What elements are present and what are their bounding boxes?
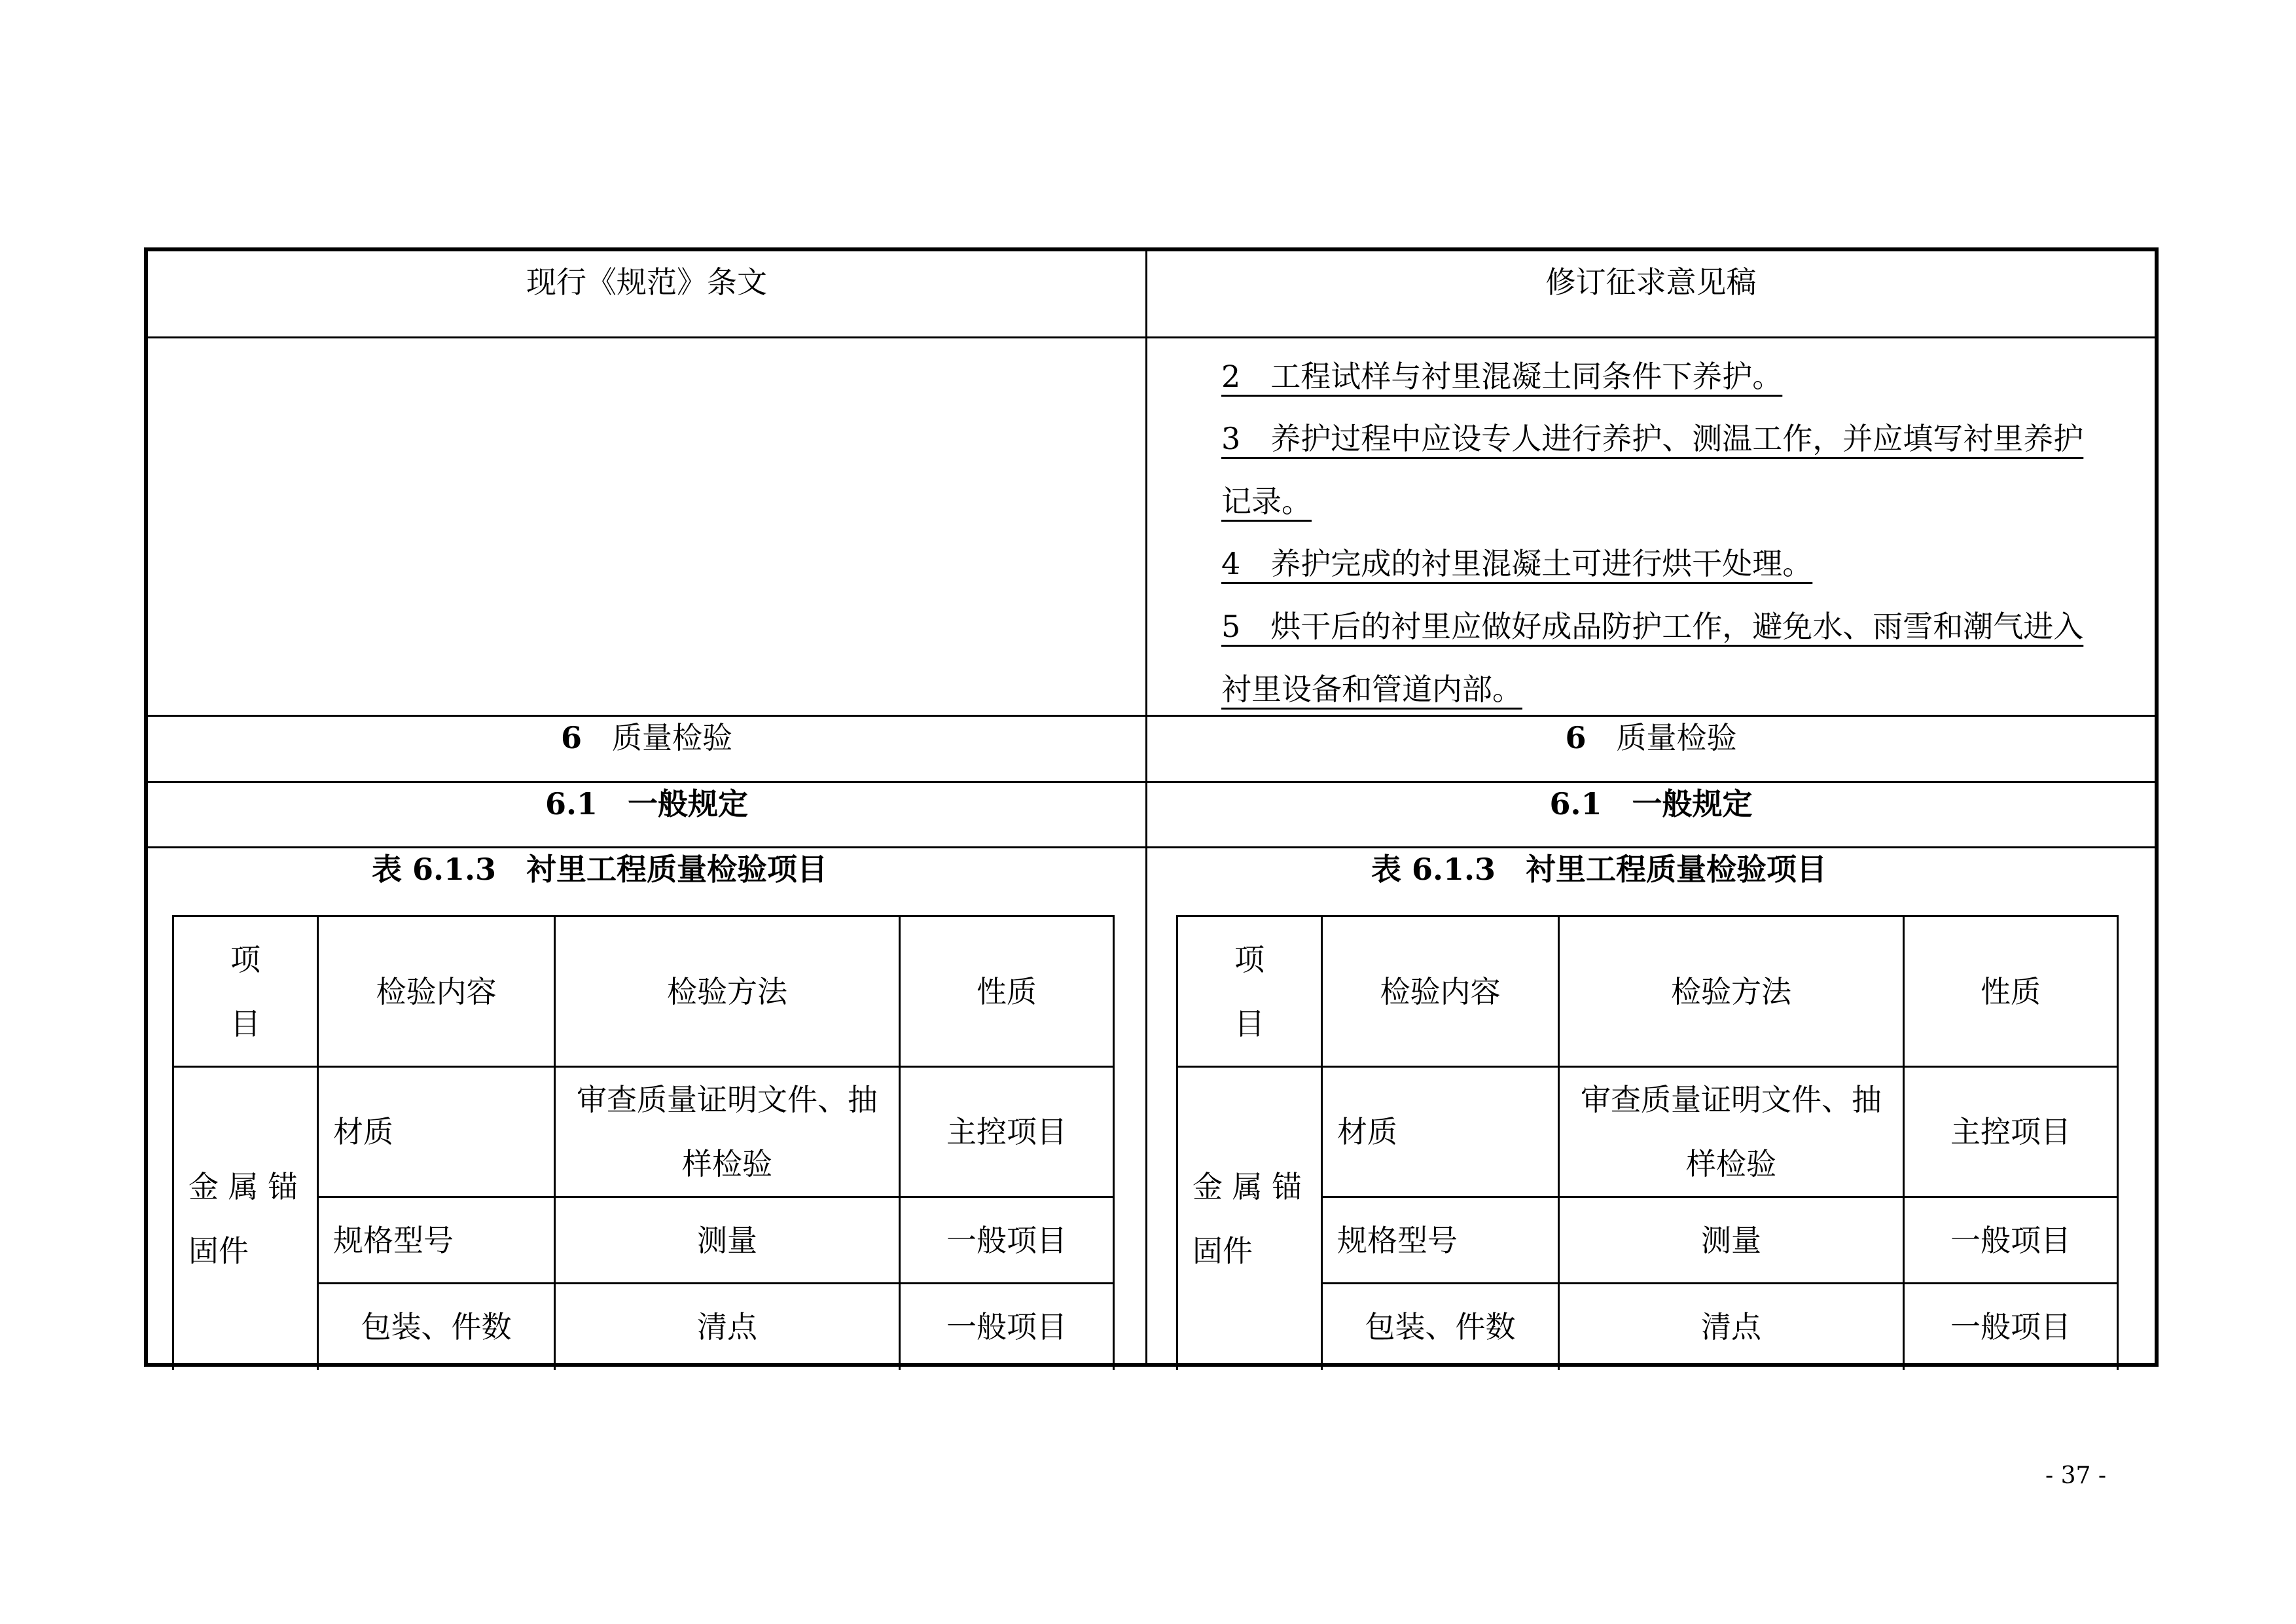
row-method: 清点 — [555, 1284, 900, 1370]
row-content: 规格型号 — [1322, 1197, 1559, 1284]
row-method: 审查质量证明文件、抽 样检验 — [555, 1067, 900, 1197]
table-caption-number: 表 6.1.3 — [1371, 852, 1496, 887]
subsection-number: 6.1 — [1549, 786, 1602, 821]
clause-3-line1: 3 养护过程中应设专人进行养护、测温工作，并应填写衬里养护 — [1221, 421, 2084, 456]
table-caption-title: 衬里工程质量检验项目 — [526, 852, 828, 887]
row-method: 审查质量证明文件、抽 样检验 — [1559, 1067, 1904, 1197]
col-header-nature: 性质 — [900, 916, 1114, 1067]
row-nature: 主控项目 — [1904, 1067, 2118, 1197]
row-content: 包装、件数 — [1322, 1284, 1559, 1370]
group-metal-anchor: 金 属 锚 固件 — [1177, 1067, 1322, 1370]
chapter-rule-bottom — [144, 781, 2159, 783]
table-header-row — [173, 916, 1114, 1067]
chapter-title: 质量检验 — [1616, 720, 1737, 755]
row-content: 规格型号 — [318, 1197, 555, 1284]
group-metal-anchor: 金 属 锚 固件 — [173, 1067, 318, 1370]
row-nature: 一般项目 — [900, 1197, 1114, 1284]
clause-5-line1: 5 烘干后的衬里应做好成品防护工作，避免水、雨雪和潮气进入 — [1221, 609, 2084, 644]
table-header-row — [1177, 916, 2118, 1067]
header-current-clause: 现行《规范》条文 — [526, 264, 767, 300]
row-method: 测量 — [1559, 1197, 1904, 1284]
row-method: 清点 — [1559, 1284, 1904, 1370]
chapter-number: 6 — [560, 720, 582, 755]
row-method: 测量 — [555, 1197, 900, 1284]
chapter-heading-left — [148, 720, 1145, 755]
chapter-title: 质量检验 — [612, 720, 732, 755]
subsection-rule-bottom — [144, 846, 2159, 848]
row-content: 材质 — [1322, 1067, 1559, 1197]
row-nature: 一般项目 — [1904, 1284, 2118, 1370]
col-header-item: 项 目 — [1177, 916, 1322, 1067]
subsection-title: 一般规定 — [1632, 786, 1753, 821]
row-content: 材质 — [318, 1067, 555, 1197]
table-caption-number: 表 6.1.3 — [371, 852, 497, 887]
header-revision-draft: 修订征求意见稿 — [1545, 264, 1757, 300]
subsection-heading-left — [148, 786, 1145, 821]
inspection-table-right — [1176, 915, 2119, 1370]
chapter-number: 6 — [1565, 720, 1587, 755]
table-caption-left — [148, 852, 1051, 887]
chapter-rule-top — [144, 715, 2159, 717]
col-header-nature: 性质 — [1904, 916, 2118, 1067]
subsection-number: 6.1 — [545, 786, 598, 821]
col-header-method: 检验方法 — [1559, 916, 1904, 1067]
col-header-content: 检验内容 — [318, 916, 555, 1067]
header-rule — [144, 336, 2159, 338]
table-row — [173, 1067, 1114, 1197]
clause-2: 2 工程试样与衬里混凝土同条件下养护。 — [1221, 359, 1783, 394]
page-number: - 37 - — [2045, 1462, 2106, 1489]
table-caption-title: 衬里工程质量检验项目 — [1526, 852, 1827, 887]
row-nature: 一般项目 — [900, 1284, 1114, 1370]
subsection-heading-right — [1147, 786, 2155, 821]
col-header-item: 项 目 — [173, 916, 318, 1067]
clause-4: 4 养护完成的衬里混凝土可进行烘干处理。 — [1221, 546, 1813, 581]
col-header-method: 检验方法 — [555, 916, 900, 1067]
row-nature: 一般项目 — [1904, 1197, 2118, 1284]
row-nature: 主控项目 — [900, 1067, 1114, 1197]
table-row — [1177, 1067, 2118, 1197]
row-content: 包装、件数 — [318, 1284, 555, 1370]
col-header-content: 检验内容 — [1322, 916, 1559, 1067]
table-caption-right — [1147, 852, 2051, 887]
subsection-title: 一般规定 — [628, 786, 749, 821]
clause-5-line2: 衬里设备和管道内部。 — [1221, 672, 1522, 707]
chapter-heading-right — [1147, 720, 2155, 755]
clause-3-line2: 记录。 — [1221, 484, 1312, 519]
inspection-table-left — [172, 915, 1115, 1370]
